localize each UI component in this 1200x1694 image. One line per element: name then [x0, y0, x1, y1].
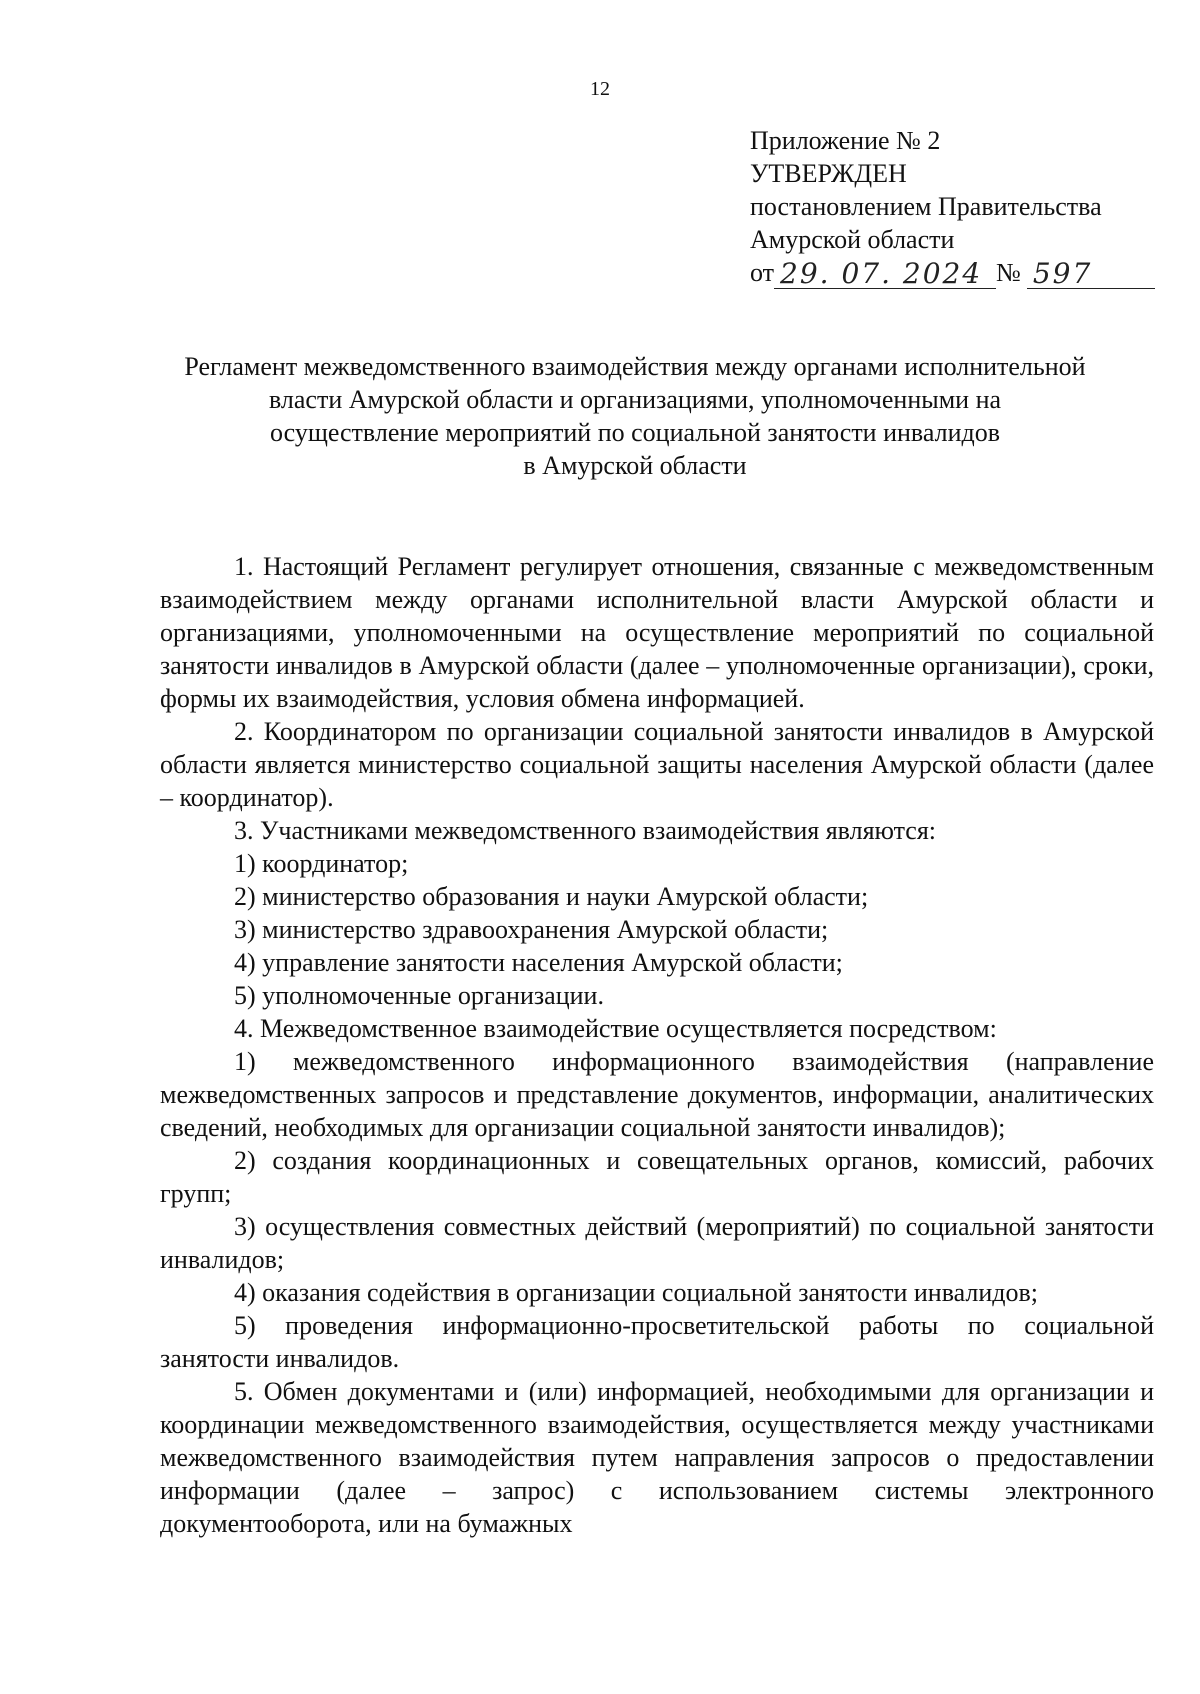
approval-stamp-block — [750, 124, 1155, 289]
paragraph: 5. Обмен документами и (или) информацией, необходимыми для организации и координации межведомственного взаимодействия, осуществляется между участниками межведомственного взаимодействия путем направления запросов о предоставлении информации (далее – запрос) с использованием системы электронного документооборота, или на бумажных — [160, 1377, 1154, 1538]
resolution-label: постановлением Правительства — [750, 192, 1102, 221]
date-number-line — [750, 256, 1155, 289]
appendix-number: Приложение № 2 — [750, 126, 941, 155]
list-item: 4) управление занятости населения Амурской области; — [234, 948, 843, 977]
title-line: власти Амурской области и организациями, уполномоченными на — [268, 385, 1002, 414]
list-item: 1) координатор; — [234, 849, 409, 878]
document-body — [160, 550, 1154, 1540]
list-item: 5) уполномоченные организации. — [234, 981, 604, 1010]
page-number: 12 — [590, 78, 610, 100]
approved-label: УТВЕРЖДЕН — [750, 159, 907, 188]
list-item: 4) оказания содействия в организации социальной занятости инвалидов; — [234, 1278, 1039, 1307]
paragraph: 1. Настоящий Регламент регулирует отношения, связанные с межведомственным взаимодействием между органами исполнительной власти Амурской области и организациями, уполномоченными на осуществление мероприятий по социальной занятости инвалидов в Амурской области (далее – уполномоченные организации), сроки, формы их взаимодействия, условия обмена информацией. — [160, 552, 1154, 713]
title-line: в Амурской области — [523, 451, 747, 480]
from-label: от — [750, 258, 775, 287]
list-item: 3) министерство здравоохранения Амурской области; — [234, 915, 829, 944]
number-label: № — [996, 258, 1021, 287]
list-item: 5) проведения информационно-просветительской работы по социальной занятости инвалидов. — [160, 1311, 1154, 1373]
list-item: 2) министерство образования и науки Амурской области; — [234, 882, 869, 911]
paragraph: 2. Координатором по организации социальной занятости инвалидов в Амурской области является министерство социальной защиты населения Амурской области (далее – координатор). — [160, 717, 1154, 812]
paragraph: 4. Межведомственное взаимодействие осуществляется посредством: — [234, 1014, 997, 1043]
title-line: Регламент межведомственного взаимодействия между органами исполнительной — [184, 352, 1086, 381]
list-item: 1) межведомственного информационного взаимодействия (направление межведомственных запросов и представление документов, информации, аналитических сведений, необходимых для организации социальной занятости инвалидов); — [160, 1047, 1154, 1142]
list-item: 3) осуществления совместных действий (мероприятий) по социальной занятости инвалидов; — [160, 1212, 1154, 1274]
region-label: Амурской области — [750, 225, 955, 254]
title-line: осуществление мероприятий по социальной занятости инвалидов — [269, 418, 1001, 447]
paragraph: 3. Участниками межведомственного взаимодействия являются: — [234, 816, 937, 845]
document-title — [150, 350, 1120, 482]
list-item: 2) создания координационных и совещательных органов, комиссий, рабочих групп; — [160, 1146, 1154, 1208]
handwritten-number: 597 — [1027, 260, 1155, 289]
handwritten-date: 29. 07. 2024 — [774, 260, 996, 289]
